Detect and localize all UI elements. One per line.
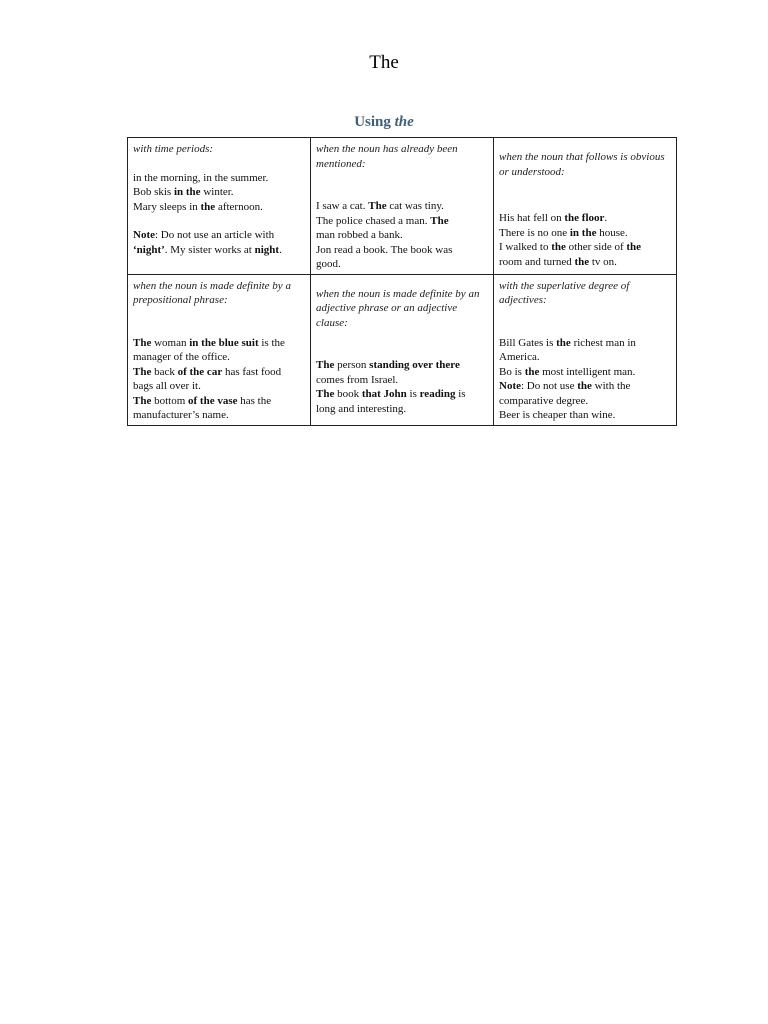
text: has fast food — [222, 365, 282, 378]
bold-text: The — [133, 336, 152, 349]
cell-note — [133, 228, 305, 257]
text: is — [406, 388, 420, 400]
text: long and interesting. — [316, 402, 407, 415]
text: book — [334, 388, 362, 400]
text: other side of — [565, 241, 627, 253]
bold-text: the — [524, 365, 540, 378]
text: manufacturer’s name. — [133, 409, 229, 421]
example-line — [133, 350, 305, 365]
example-line — [133, 336, 305, 351]
example-line — [499, 226, 671, 241]
text: cat was tiny. — [386, 200, 444, 212]
text: The police chased a man. — [316, 214, 431, 227]
text: man robbed a bank. — [316, 229, 403, 241]
cell-heading: with time periods: — [133, 143, 214, 155]
bold-text: The — [133, 365, 152, 378]
example-line — [499, 365, 671, 380]
cell-examples — [133, 336, 305, 423]
cell-heading: when the noun is made definite by an adjective phrase or an adjective clause: — [316, 287, 480, 329]
example-line — [316, 243, 488, 258]
bold-text: the floor — [564, 212, 605, 224]
text: winter. — [200, 186, 234, 198]
example-line — [316, 228, 488, 243]
text: room and turned — [499, 255, 575, 268]
bold-text: of the car — [177, 365, 223, 378]
example-line — [316, 199, 488, 214]
page-title: The — [369, 52, 399, 73]
text: Mary sleeps in — [133, 200, 201, 213]
cell-heading: with the superlative degree of adjectives: — [499, 279, 630, 306]
cell-adjective-phrase — [311, 274, 494, 425]
bold-text: the — [200, 200, 216, 213]
text: America. — [499, 351, 540, 363]
bold-text: reading — [419, 388, 456, 400]
table-row — [128, 138, 677, 275]
example-line — [133, 365, 305, 380]
text: . My sister works at — [164, 243, 255, 256]
text: bags all over it. — [133, 380, 201, 392]
example-line — [316, 387, 488, 402]
cell-obvious — [494, 138, 677, 275]
bold-text: that John — [361, 388, 407, 400]
bold-text: the — [574, 255, 590, 268]
text: . — [604, 212, 608, 224]
text: comparative degree. — [499, 394, 589, 407]
bold-text: the — [626, 241, 642, 253]
text: richest man in — [570, 336, 636, 349]
text: bottom — [151, 394, 189, 407]
bold-text: The — [133, 394, 152, 407]
text: . — [279, 243, 282, 256]
bold-text: The — [430, 214, 449, 227]
text: There is no one — [499, 226, 570, 239]
example-line — [499, 350, 671, 365]
table-row — [128, 274, 677, 425]
text: with the — [591, 380, 631, 392]
cell-examples — [499, 336, 671, 423]
example-line — [499, 336, 671, 351]
example-line — [499, 240, 671, 255]
cell-heading: when the noun is made definite by a prepositional phrase: — [133, 279, 291, 306]
bold-text: in the — [173, 186, 201, 198]
text: good. — [316, 258, 341, 270]
example-line — [133, 394, 305, 409]
example-line — [499, 394, 671, 409]
text: house. — [596, 226, 628, 239]
example-line — [133, 243, 305, 258]
example-line — [499, 379, 671, 394]
cell-already-mentioned — [311, 138, 494, 275]
bold-text: standing over there — [369, 359, 460, 371]
cell-heading: when the noun that follows is obvious or understood: — [499, 151, 665, 178]
text: woman — [151, 336, 190, 349]
example-line — [133, 185, 305, 200]
example-line — [133, 379, 305, 394]
example-line — [133, 171, 305, 186]
bold-text: The — [316, 359, 335, 371]
text: I saw a cat. — [316, 200, 369, 212]
bold-text: The — [368, 200, 387, 212]
example-line — [499, 408, 671, 423]
text: manager of the office. — [133, 351, 230, 363]
text: in the morning, in the summer. — [133, 171, 269, 184]
bold-text: of the vase — [188, 394, 238, 407]
cell-examples — [133, 171, 305, 215]
bold-text: the — [556, 336, 571, 349]
text: Jon read a book. The book was — [316, 243, 453, 256]
example-line — [133, 408, 305, 423]
usage-table — [127, 137, 677, 426]
bold-text: ‘night’ — [133, 243, 165, 256]
cell-heading: when the noun has already been mentioned: — [316, 143, 458, 170]
text: Beer is cheaper than wine. — [499, 409, 616, 421]
example-line — [316, 214, 488, 229]
text: comes from Israel. — [316, 373, 399, 386]
text: Bo is — [499, 365, 525, 378]
text: His hat fell on — [499, 212, 565, 224]
example-line — [499, 255, 671, 270]
cell-superlative — [494, 274, 677, 425]
bold-text: in the — [569, 226, 597, 239]
bold-text: Note — [499, 380, 521, 392]
example-line — [133, 228, 305, 243]
text: is the — [258, 336, 285, 349]
text: back — [151, 365, 178, 378]
text: Bob skis — [133, 186, 174, 198]
example-line — [499, 211, 671, 226]
cell-examples — [499, 211, 671, 269]
example-line — [133, 200, 305, 215]
bold-text: the — [551, 241, 566, 253]
bold-text: Note — [133, 229, 155, 241]
example-line — [316, 257, 488, 272]
bold-text: in the blue suit — [189, 336, 259, 349]
text: person — [334, 359, 370, 371]
example-line — [316, 373, 488, 388]
section-subtitle: Using the — [354, 114, 414, 130]
text: is — [455, 388, 466, 400]
text: Bill Gates is — [499, 336, 557, 349]
cell-examples — [316, 358, 488, 416]
bold-text: night — [254, 243, 280, 256]
bold-text: the — [577, 380, 592, 392]
text: : Do not use an article with — [155, 229, 275, 241]
text: most intelligent man. — [539, 365, 636, 378]
cell-examples — [316, 199, 488, 272]
example-line — [316, 402, 488, 417]
bold-text: The — [316, 388, 335, 400]
text: tv on. — [589, 255, 617, 268]
cell-prepositional-phrase — [128, 274, 311, 425]
example-line — [316, 358, 488, 373]
text: has the — [237, 394, 272, 407]
text: : Do not use — [521, 380, 578, 392]
text: I walked to — [499, 241, 552, 253]
text: afternoon. — [215, 200, 263, 213]
cell-time-periods — [128, 138, 311, 275]
